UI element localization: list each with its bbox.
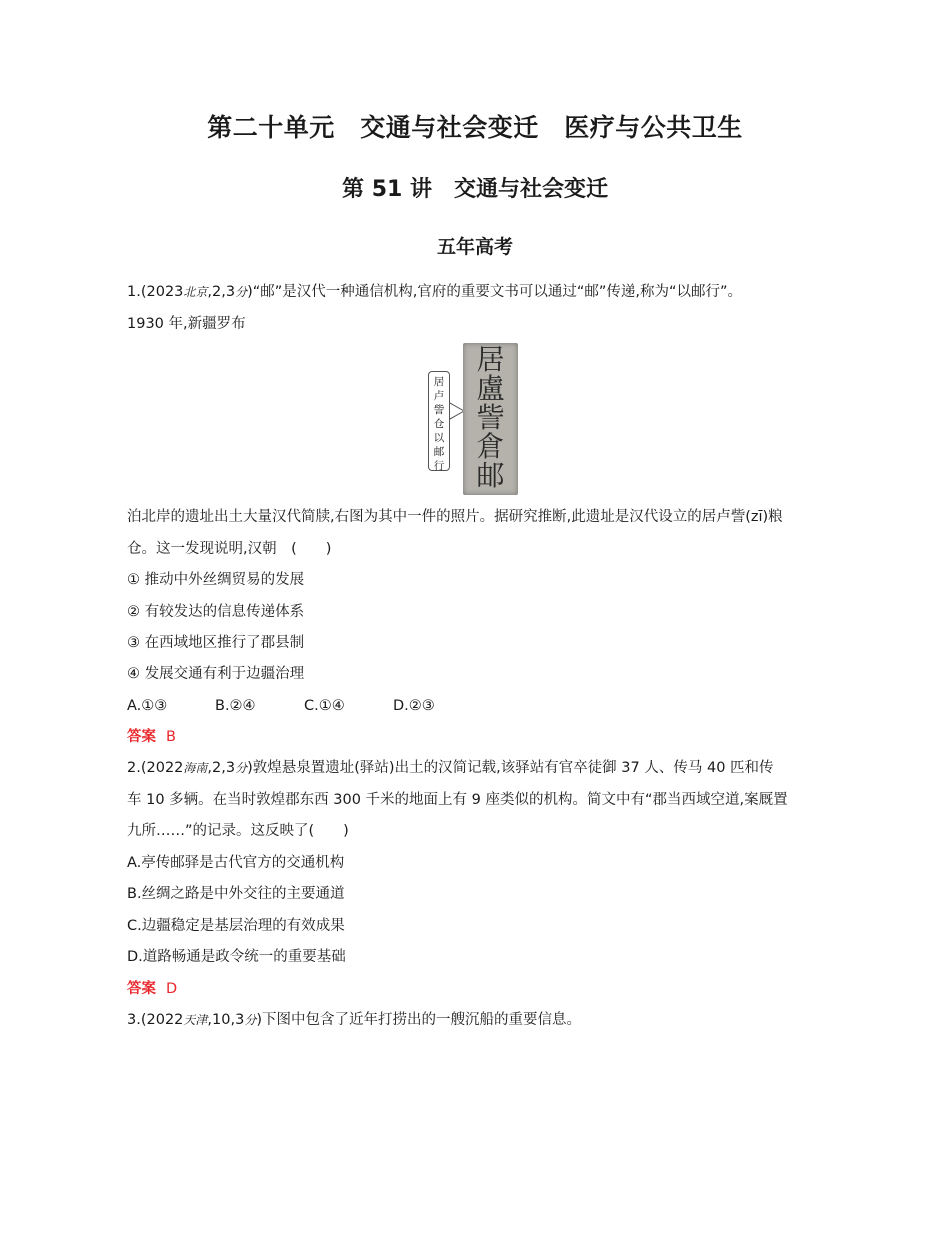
q2-option-c: C.边疆稳定是基层治理的有效成果 bbox=[127, 918, 345, 934]
slip-inscription bbox=[463, 345, 518, 490]
slip-char: 倉 bbox=[476, 430, 505, 463]
q1-line-1 bbox=[127, 282, 742, 302]
slip-char: 居 bbox=[476, 343, 505, 376]
q2-answer-label: 答案 bbox=[127, 981, 156, 997]
caption-char: 邮 bbox=[433, 446, 445, 458]
q2-number: 2.(2022 bbox=[127, 760, 184, 776]
caption-char: 行 bbox=[433, 460, 445, 472]
q3-text-1: )下图中包含了近年打捞出的一艘沉船的重要信息。 bbox=[256, 1012, 581, 1028]
q2-source: 海南 bbox=[183, 761, 208, 775]
caption-char: 居 bbox=[433, 376, 445, 388]
lecture-title: 第 51 讲 交通与社会变迁 bbox=[342, 177, 608, 202]
q2-text-1: )敦煌悬泉置遗址(驿站)出土的汉简记载,该驿站有官卒徒御 37 人、传马 40 匹和传 bbox=[247, 760, 774, 776]
q1-source: 北京 bbox=[183, 285, 208, 299]
q3-number: 3.(2022 bbox=[127, 1012, 184, 1028]
slip-char: 訾 bbox=[476, 401, 505, 434]
q1-item-2: ② 有较发达的信息传递体系 bbox=[127, 604, 305, 620]
q2-option-d: D.道路畅通是政令统一的重要基础 bbox=[127, 949, 346, 965]
q1-line-4: 仓。这一发现说明,汉朝 ( ) bbox=[127, 541, 332, 557]
section-title: 五年高考 bbox=[436, 236, 513, 258]
slip-char: 盧 bbox=[476, 372, 505, 405]
bamboo-slip-photo bbox=[463, 343, 518, 495]
q1-text-1: )“邮”是汉代一种通信机构,官府的重要文书可以通过“邮”传递,称为“以邮行”。 bbox=[247, 284, 743, 300]
figure-caption-box bbox=[428, 371, 450, 471]
q2-meta: ,2,3 bbox=[207, 760, 236, 776]
q3-meta: ,10,3 bbox=[207, 1012, 245, 1028]
q2-line-2: 车 10 多辆。在当时敦煌郡东西 300 千米的地面上有 9 座类似的机构。简文中有“郡当西域空道,案厩置 bbox=[127, 792, 788, 808]
q2-option-b: B.丝绸之路是中外交往的主要通道 bbox=[127, 886, 345, 902]
q1-option-d: D.②③ bbox=[393, 698, 435, 714]
q1-item-1: ① 推动中外丝绸贸易的发展 bbox=[127, 572, 305, 588]
q3-source: 天津 bbox=[183, 1013, 208, 1027]
q1-option-a: A.①③ bbox=[127, 698, 168, 714]
unit-title: 第二十单元 交通与社会变迁 医疗与公共卫生 bbox=[207, 113, 743, 142]
q1-score-unit: 分 bbox=[235, 285, 248, 299]
q1-option-b: B.②④ bbox=[215, 698, 256, 714]
bamboo-slip-figure bbox=[428, 343, 522, 495]
q2-score-unit: 分 bbox=[235, 761, 248, 775]
caption-char: 仓 bbox=[433, 418, 445, 430]
q2-answer-value: D bbox=[166, 981, 178, 997]
q1-number: 1.(2023 bbox=[127, 284, 184, 300]
q1-answer-label: 答案 bbox=[127, 729, 156, 745]
q1-item-4: ④ 发展交通有利于边疆治理 bbox=[127, 666, 305, 682]
q1-option-c: C.①④ bbox=[304, 698, 345, 714]
q3-score-unit: 分 bbox=[244, 1013, 257, 1027]
q3-line-1 bbox=[127, 1010, 581, 1030]
q1-item-3: ③ 在西域地区推行了郡县制 bbox=[127, 635, 305, 651]
q1-options bbox=[127, 696, 435, 716]
q1-meta: ,2,3 bbox=[207, 284, 236, 300]
q2-answer bbox=[127, 979, 177, 999]
q1-answer bbox=[127, 727, 176, 747]
q1-answer-value: B bbox=[166, 729, 176, 745]
q1-line-3: 泊北岸的遗址出土大量汉代简牍,右图为其中一件的照片。据研究推断,此遗址是汉代设立的居卢訾(zī)粮 bbox=[127, 509, 783, 525]
caption-char: 訾 bbox=[433, 404, 445, 416]
q2-line-3: 九所……”的记录。这反映了( ) bbox=[127, 823, 349, 839]
caption-char: 以 bbox=[433, 432, 445, 444]
caption-char: 卢 bbox=[433, 390, 445, 402]
q1-line-2: 1930 年,新疆罗布 bbox=[127, 316, 246, 332]
q2-line-1 bbox=[127, 758, 774, 778]
q2-option-a: A.亭传邮驿是古代官方的交通机构 bbox=[127, 855, 345, 871]
slip-char: 邮 bbox=[476, 459, 505, 492]
